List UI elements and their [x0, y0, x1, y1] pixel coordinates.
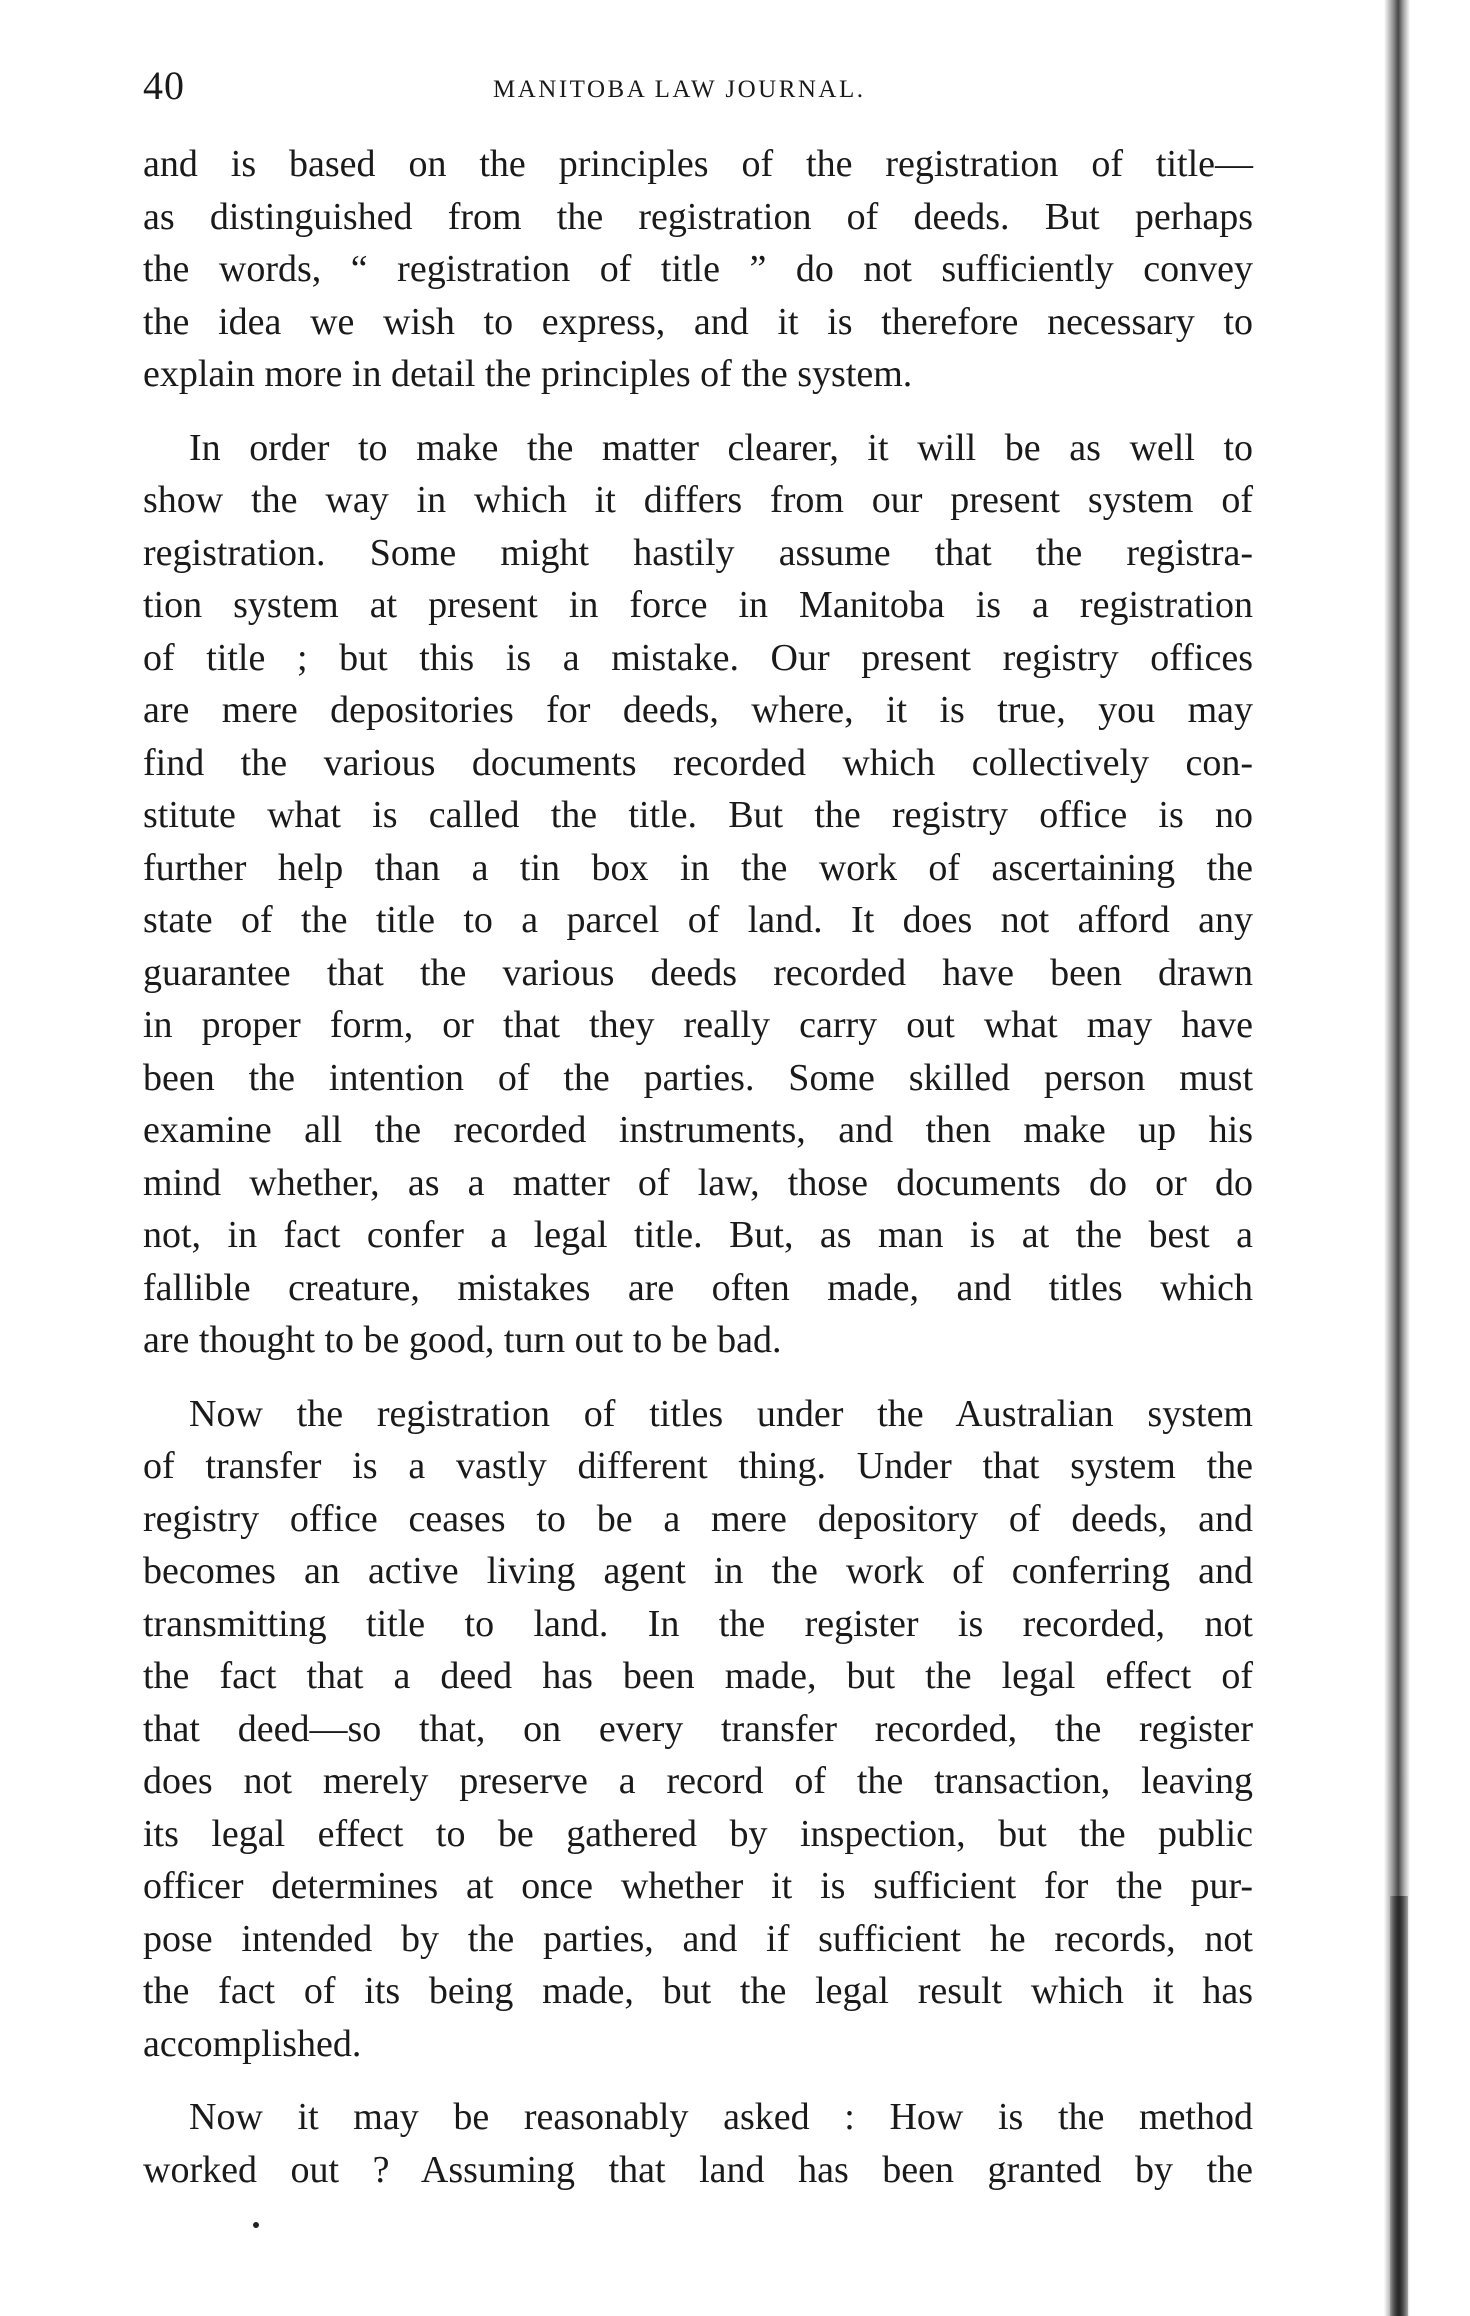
text-line: are mere depositories for deeds, where, it is true, you may	[143, 689, 1253, 731]
body-text	[143, 138, 1253, 2196]
text-line: fallible creature, mistakes are often made, and titles which	[143, 1266, 1253, 1309]
text-line: of title ; but this is a mistake. Our present registry offices	[143, 636, 1253, 679]
text-line: the words, “ registration of title ” do not sufficiently convey	[143, 248, 1253, 290]
page-number: 40	[143, 63, 185, 108]
text-line: the fact that a deed has been made, but the legal effect of	[143, 1655, 1253, 1697]
page-binding-shadow	[1384, 0, 1410, 2316]
text-line: pose intended by the parties, and if sufficient he records, not	[143, 1917, 1253, 1960]
text-line: Now the registration of titles under the Australian system	[189, 1392, 1253, 1435]
text-line: as distinguished from the registration of deeds. But perhaps	[143, 195, 1253, 238]
text-line: the fact of its being made, but the legal result which it has	[143, 1970, 1253, 2012]
text-line: transmitting title to land. In the register is recorded, not	[143, 1602, 1253, 1645]
text-line: guarantee that the various deeds recorded have been drawn	[143, 951, 1253, 994]
text-line: mind whether, as a matter of law, those documents do or do	[143, 1161, 1253, 1204]
paragraph-1	[143, 138, 1253, 401]
text-line: show the way in which it differs from our present system of	[143, 479, 1253, 521]
text-line: tion system at present in force in Manitoba is a registration	[143, 584, 1253, 626]
text-line: worked out ? Assuming that land has been granted by the	[143, 2148, 1253, 2191]
text-line: and is based on the principles of the registration of title—	[143, 143, 1253, 185]
text-line: In order to make the matter clearer, it will be as well to	[189, 426, 1253, 469]
text-line: in proper form, or that they really carry out what may have	[143, 1004, 1253, 1046]
paragraph-4	[143, 2091, 1253, 2196]
text-line: examine all the recorded instruments, and then make up his	[143, 1109, 1253, 1151]
paragraph-2	[143, 422, 1253, 1367]
text-line: stitute what is called the title. But the registry office is no	[143, 794, 1253, 836]
text-line: of transfer is a vastly different thing. Under that system the	[143, 1445, 1253, 1487]
text-line: registration. Some might hastily assume that the registra-	[143, 531, 1253, 574]
text-line: not, in fact confer a legal title. But, as man is at the best a	[143, 1214, 1253, 1256]
text-line: does not merely preserve a record of the transaction, leaving	[143, 1760, 1253, 1802]
text-line: that deed—so that, on every transfer recorded, the register	[143, 1707, 1253, 1750]
text-line: Now it may be reasonably asked : How is the method	[189, 2096, 1253, 2138]
text-line: explain more in detail the principles of the system.	[143, 353, 913, 395]
text-line: accomplished.	[143, 2022, 362, 2065]
text-line: becomes an active living agent in the work of conferring and	[143, 1550, 1253, 1592]
paragraph-3	[143, 1388, 1253, 2071]
ink-speck	[253, 2222, 259, 2228]
running-head: MANITOBA LAW JOURNAL.	[493, 76, 866, 103]
text-line: registry office ceases to be a mere depository of deeds, and	[143, 1497, 1253, 1540]
text-line: its legal effect to be gathered by inspection, but the public	[143, 1812, 1253, 1855]
page-header	[143, 62, 1253, 122]
text-line: the idea we wish to express, and it is therefore necessary to	[143, 300, 1253, 343]
text-line: officer determines at once whether it is sufficient for the pur-	[143, 1865, 1253, 1907]
text-line: been the intention of the parties. Some skilled person must	[143, 1056, 1253, 1099]
text-line: find the various documents recorded which collectively con-	[143, 741, 1253, 784]
text-line: are thought to be good, turn out to be bad.	[143, 1319, 782, 1361]
text-line: further help than a tin box in the work of ascertaining the	[143, 846, 1253, 889]
text-line: state of the title to a parcel of land. It does not afford any	[143, 899, 1253, 941]
